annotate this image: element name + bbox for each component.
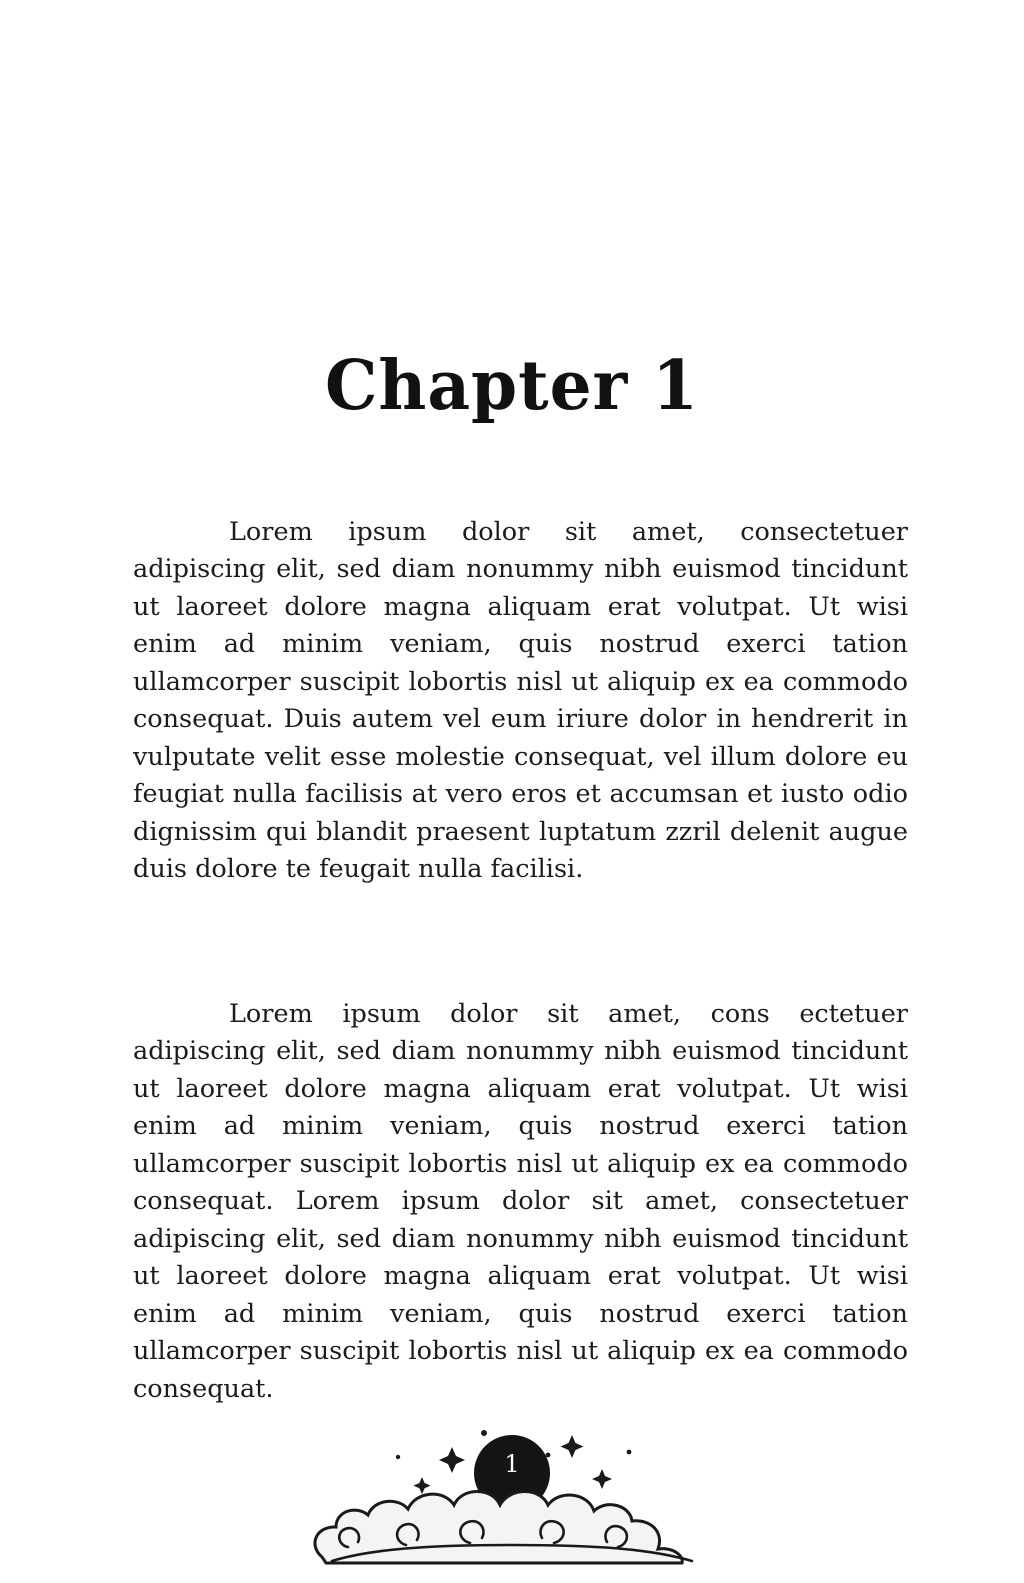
body-paragraph: Lorem ipsum dolor sit amet, cons ectetuer adipiscing elit, sed diam nonummy nibh euismod tincidunt ut laoreet dolore magna aliquam erat volutpat. Ut wisi enim ad minim veniam, quis nostrud exerci tation ullamcorper suscipit lobortis nisl ut aliquip ex ea commodo consequat. Lorem ipsum dolor sit amet, consectetuer adipiscing elit, sed diam nonummy nibh euismod tincidunt ut laoreet dolore magna aliquam erat volutpat. Ut wisi enim ad minim veniam, quis nostrud exerci tation ullamcorper suscipit lobortis nisl ut aliquip ex ea commodo consequat. bbox=[133, 998, 908, 1404]
cloud-and-moon-ornament-icon bbox=[302, 1395, 722, 1565]
page-title: Chapter 1 bbox=[324, 345, 700, 426]
page-number: 1 bbox=[504, 1450, 520, 1478]
body-paragraph: Lorem ipsum dolor sit amet, consectetuer adipiscing elit, sed diam nonummy nibh euismod tincidunt ut laoreet dolore magna aliquam erat volutpat. Ut wisi enim ad minim veniam, quis nostrud exerci tation ullamcorper suscipit lobortis nisl ut aliquip ex ea commodo consequat. Duis autem vel eum iriure dolor in hendrerit in vulputate velit esse molestie consequat, vel illum dolore eu feugiat nulla facilisis at vero eros et accumsan et iusto odio dignissim qui blandit praesent luptatum zzril delenit augue duis dolore te feugait nulla facilisi. bbox=[133, 516, 908, 884]
